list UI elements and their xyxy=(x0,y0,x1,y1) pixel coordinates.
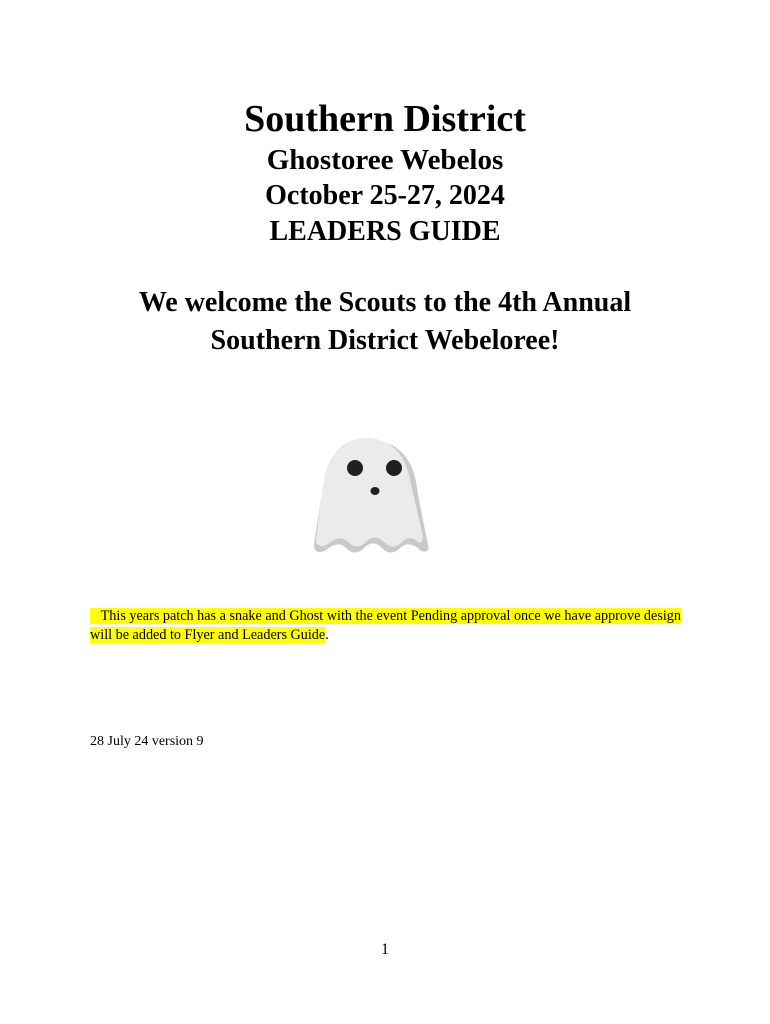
ghost-body xyxy=(316,438,423,547)
ghost-mouth xyxy=(371,487,380,495)
welcome-line-2: Southern District Webeloree! xyxy=(210,325,560,356)
patch-note xyxy=(90,607,690,645)
ghost-right-eye xyxy=(386,460,402,476)
ghost-left-eye xyxy=(347,460,363,476)
patch-note-text: This years patch has a snake and Ghost with the event Pending approval once we have approve design will be added to Flyer and Leaders Guide xyxy=(90,608,681,643)
event-dates: October 25-27, 2024 xyxy=(265,180,505,211)
ghost-icon xyxy=(308,436,432,558)
guide-label: LEADERS GUIDE xyxy=(269,216,501,247)
event-name: Ghostoree Webelos xyxy=(266,144,504,176)
welcome-message xyxy=(0,284,770,360)
patch-note-period: . xyxy=(325,627,329,643)
patch-note-highlight xyxy=(90,608,681,643)
version-label: 28 July 24 version 9 xyxy=(90,734,204,749)
page-number: 1 xyxy=(381,941,389,958)
document-title: Southern District xyxy=(244,98,526,140)
welcome-line-1: We welcome the Scouts to the 4th Annual xyxy=(138,287,632,318)
